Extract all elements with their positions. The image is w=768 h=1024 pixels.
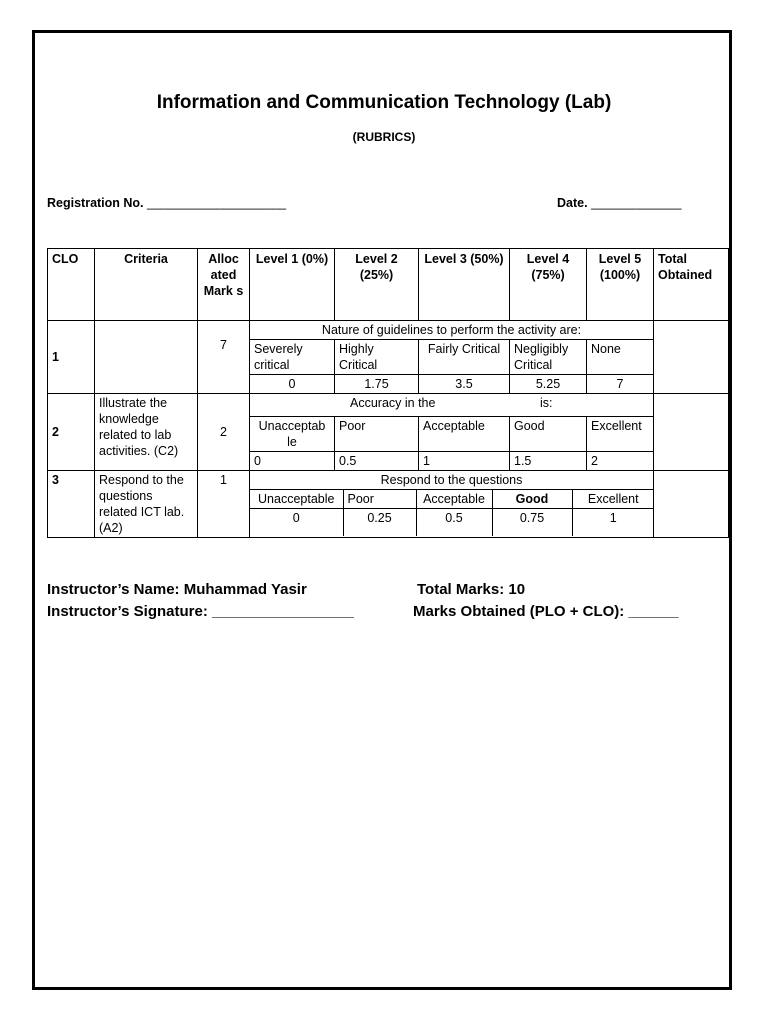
level-label: Poor (343, 490, 416, 509)
level-label: Negligibly Critical (510, 340, 587, 375)
header-allocated-marks: Alloc ated Mark s (198, 249, 250, 321)
total-obtained-cell (654, 321, 729, 394)
level-label: Good (492, 490, 572, 509)
table-header-row (48, 249, 729, 321)
level-heading: Respond to the questions (250, 471, 654, 490)
level-score: 5.25 (510, 375, 587, 394)
table-row (48, 394, 729, 417)
total-obtained-cell (654, 471, 729, 538)
level-score: 0 (250, 375, 335, 394)
level-score: 1 (419, 452, 510, 471)
level-score: 0 (250, 509, 343, 537)
level-label: Fairly Critical (419, 340, 510, 375)
criteria-cell: Respond to the questions related ICT lab. (A2) (95, 471, 198, 538)
header-level-4: Level 4 (75%) (510, 249, 587, 321)
rubric-table (47, 248, 729, 538)
criteria-cell (95, 321, 198, 394)
level-label: None (587, 340, 654, 375)
level-score: 1.5 (510, 452, 587, 471)
instructor-signature: Instructor’s Signature: _________________ (47, 603, 354, 620)
level-score: 2 (587, 452, 654, 471)
total-obtained-cell (654, 394, 729, 471)
level-heading-part-b: is: (540, 396, 553, 410)
level-score: 0.25 (343, 509, 416, 537)
clo-cell: 3 (48, 471, 95, 538)
level-score: 1 (609, 511, 617, 526)
document-title: Information and Communication Technology (Lab) (156, 92, 612, 113)
level-score: 0.5 (335, 452, 419, 471)
level-score: 3.5 (419, 375, 510, 394)
level-label: Unacceptab le (250, 417, 335, 452)
marks-cell: 2 (198, 394, 250, 471)
header-level-2: Level 2 (25%) (335, 249, 419, 321)
marks-cell: 1 (198, 471, 250, 538)
level-score: 1.75 (335, 375, 419, 394)
level-score: 0.75 (492, 509, 572, 537)
instructor-name: Instructor’s Name: Muhammad Yasir (47, 581, 307, 598)
level-heading-part-a: Accuracy in the (350, 396, 436, 410)
header-criteria: Criteria (95, 249, 198, 321)
level-label: Excellent (587, 417, 654, 452)
level-heading: Nature of guidelines to perform the activity are: (250, 321, 654, 340)
level-subtable (250, 490, 654, 536)
marks-obtained: Marks Obtained (PLO + CLO): ______ (413, 603, 679, 620)
document-subtitle: (RUBRICS) (352, 130, 416, 144)
table-row (48, 471, 729, 490)
header-level-3: Level 3 (50%) (419, 249, 510, 321)
level-label: Severely critical (250, 340, 335, 375)
header-clo: CLO (48, 249, 95, 321)
page-border-bottom-line (36, 988, 732, 989)
level-score: 7 (587, 375, 654, 394)
registration-label: Registration No. (47, 196, 144, 210)
level-label: Acceptable (419, 417, 510, 452)
level-label: Acceptable (416, 490, 492, 509)
clo-cell: 2 (48, 394, 95, 471)
header-level-1: Level 1 (0%) (250, 249, 335, 321)
level-score: 0.5 (416, 509, 492, 537)
table-row (250, 490, 654, 509)
date-label: Date. (557, 196, 588, 210)
table-row (48, 321, 729, 340)
level-label: Highly Critical (335, 340, 419, 375)
level-label: Good (510, 417, 587, 452)
total-marks: Total Marks: 10 (417, 581, 526, 598)
clo-cell: 1 (48, 321, 95, 394)
level-label: Unacceptable (250, 490, 343, 509)
registration-blank: ____________________ (147, 196, 287, 210)
header-total-obtained: Total Obtained (654, 249, 729, 321)
level-heading (250, 394, 654, 417)
level-subtable-cell (250, 490, 654, 538)
date-field (557, 196, 681, 210)
level-label: Poor (335, 417, 419, 452)
header-level-5: Level 5 (100%) (587, 249, 654, 321)
marks-cell: 7 (198, 321, 250, 394)
level-label: Excellent (572, 490, 654, 509)
registration-field (47, 196, 286, 210)
level-score: 0 (250, 452, 335, 471)
table-row (250, 509, 654, 537)
date-blank: _____________ (591, 196, 682, 210)
criteria-cell: Illustrate the knowledge related to lab activities. (C2) (95, 394, 198, 471)
